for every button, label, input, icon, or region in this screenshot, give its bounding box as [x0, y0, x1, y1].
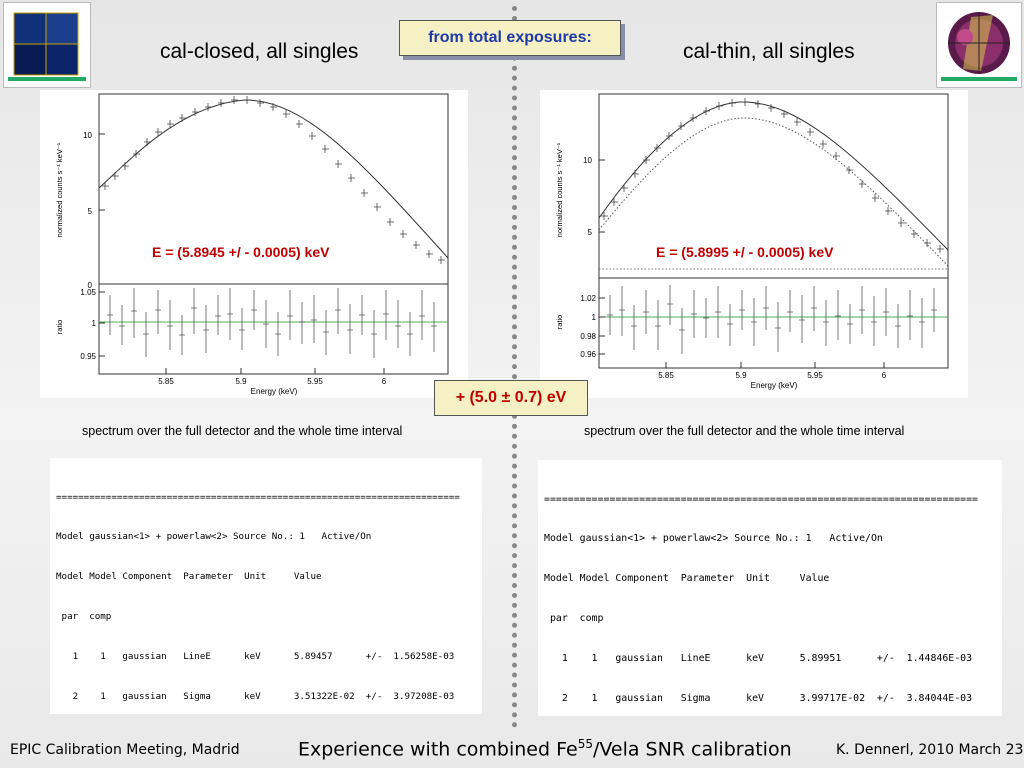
console-line: 1 1 gaussian LineE keV 5.89951 +/- 1.44846E-03 [544, 653, 973, 665]
console-line: par comp [56, 611, 112, 623]
footer-author-date: K. Dennerl, 2010 March 23 [836, 742, 1024, 758]
detector-image-icon [8, 7, 86, 83]
right-xtick-59: 5.9 [735, 371, 747, 380]
console-line: Model gaussian<1> + powerlaw<2> Source No.: 1 Active/On [56, 531, 372, 543]
console-line: ========================================================================= [544, 493, 979, 505]
console-line: 2 1 gaussian Sigma keV 3.99717E-02 +/- 3.84044E-03 [544, 693, 973, 705]
left-ratio-tick-095: 0.95 [80, 352, 96, 361]
right-ratio-tick-098: 0.98 [580, 332, 596, 341]
footer-title-superscript: 55 [577, 737, 593, 751]
left-xtick-59: 5.9 [235, 377, 247, 386]
footer-slide-title [298, 737, 792, 760]
console-line: ========================================================================= [56, 491, 460, 503]
left-ytick-0: 0 [87, 281, 92, 290]
left-ytick-10: 10 [83, 131, 92, 140]
left-caption: spectrum over the full detector and the whole time interval [82, 424, 403, 438]
left-ytick-5: 5 [87, 207, 92, 216]
right-result-label: E = (5.8995 +/ - 0.0005) keV [656, 244, 834, 260]
left-xaxis-label: Energy (keV) [250, 387, 298, 396]
center-divider [512, 6, 517, 728]
footer-title-prefix: Experience with combined Fe [298, 738, 578, 761]
right-ratio-tick-102: 1.02 [580, 294, 596, 303]
exposure-callout: from total exposures: [399, 20, 621, 56]
right-ratio-label: ratio [555, 314, 564, 330]
right-caption: spectrum over the full detector and the whole time interval [584, 424, 905, 438]
left-xtick-585: 5.85 [158, 377, 174, 386]
console-line: Model Model Component Parameter Unit Value [56, 571, 322, 583]
left-result-label: E = (5.8945 +/ - 0.0005) keV [152, 244, 330, 260]
right-yaxis-label: normalized counts s⁻¹ keV⁻¹ [555, 142, 564, 238]
right-ytick-10: 10 [583, 156, 592, 165]
left-xspec-console [50, 458, 482, 714]
energy-difference-box: + (5.0 ± 0.7) eV [434, 380, 588, 416]
right-detector-thumbnail [936, 2, 1022, 88]
console-line: 1 1 gaussian LineE keV 5.89457 +/- 1.56258E-03 [56, 651, 455, 663]
right-title: cal-thin, all singles [683, 40, 855, 63]
right-xaxis-label: Energy (keV) [750, 381, 798, 390]
console-line: Model Model Component Parameter Unit Value [544, 573, 830, 585]
footer-title-suffix: /Vela SNR calibration [592, 738, 792, 761]
right-ratio-tick-1: 1 [591, 313, 596, 322]
left-detector-thumbnail [3, 2, 91, 88]
left-yaxis-label: normalized counts s⁻¹ keV⁻¹ [55, 142, 64, 238]
left-ratio-tick-1: 1 [91, 319, 96, 328]
right-ratio-tick-096: 0.96 [580, 350, 596, 359]
console-line: Model gaussian<1> + powerlaw<2> Source No.: 1 Active/On [544, 533, 883, 545]
right-xtick-595: 5.95 [807, 371, 823, 380]
right-xtick-6: 6 [881, 371, 887, 380]
footer-meeting: EPIC Calibration Meeting, Madrid [10, 742, 240, 758]
left-xtick-595: 5.95 [307, 377, 323, 386]
right-xtick-585: 5.85 [658, 371, 674, 380]
right-ytick-5: 5 [587, 228, 592, 237]
left-xtick-6: 6 [381, 377, 387, 386]
left-title: cal-closed, all singles [160, 40, 359, 63]
detector-image-icon [941, 7, 1017, 83]
left-ratio-tick-105: 1.05 [80, 288, 96, 297]
console-line: par comp [544, 613, 604, 625]
console-line: 2 1 gaussian Sigma keV 3.51322E-02 +/- 3.97208E-03 [56, 691, 455, 703]
right-xspec-console [538, 460, 1002, 716]
left-ratio-label: ratio [55, 319, 64, 335]
